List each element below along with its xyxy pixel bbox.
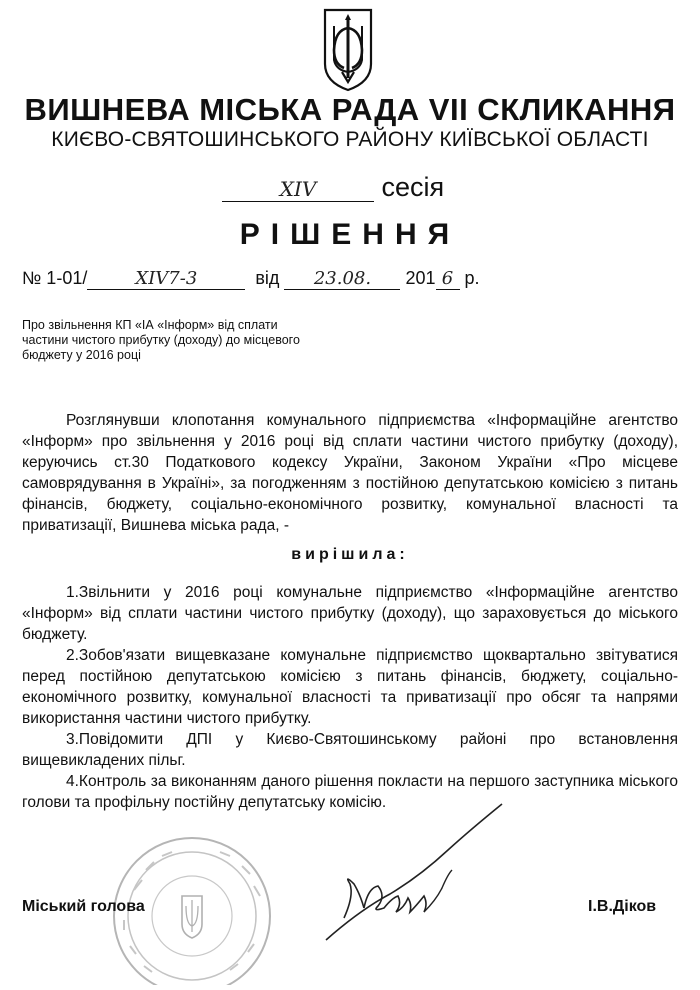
year-suffix: р. bbox=[464, 268, 480, 288]
decision-heading: РІШЕННЯ bbox=[239, 218, 461, 251]
coat-of-arms-icon bbox=[322, 6, 374, 92]
decision-item: 4.Контроль за виконанням даного рішення покласти на першого заступника міського голови та профільну постійну депутатську комісію. bbox=[22, 773, 678, 811]
preamble-text: Розглянувши клопотання комунального підприємства «Інформаційне агентство «Інформ» про звільнення у 2016 році від сплати частини чистого прибутку (доходу), керуючись ст.30 Податкового кодексу України, Законом України «Про місцеве самоврядування в Україні», за погодженням з постійною депутатською комісією з питань фінансів, бюджету, соціально-економічного розвитку, комунальної власності та приватизації, Вишнева міська рада, - bbox=[22, 412, 678, 534]
decision-item: 1.Звільнити у 2016 році комунальне підприємство «Інформаційне агентство «Інформ» від сплати частини чистого прибутку (доходу), що зараховується до міського бюджету. bbox=[22, 584, 678, 643]
preamble bbox=[22, 410, 678, 536]
number-prefix: № 1-01/ bbox=[22, 268, 88, 288]
decision-item: 3.Повідомити ДПІ у Києво-Святошинському районі про встановлення вищевикладених пільг. bbox=[22, 731, 678, 769]
decision-number: XIV7-3 bbox=[87, 268, 245, 290]
session-line bbox=[222, 172, 444, 203]
decision-items bbox=[22, 582, 678, 813]
date-prefix: від bbox=[255, 268, 280, 288]
session-number: XIV bbox=[222, 177, 374, 202]
year-prefix: 201 bbox=[405, 268, 436, 288]
decision-subject: Про звільнення КП «ІА «Інформ» від сплати частини чистого прибутку (доходу) до місцевого бюджету у 2016 році bbox=[22, 318, 300, 362]
session-label: сесія bbox=[381, 172, 445, 202]
mayor-position-label: Міський голова bbox=[22, 898, 145, 915]
decision-item: 2.Зобов'язати вищевказане комунальне підприємство щоквартально звітуватися перед постійною депутатською комісією з питань фінансів, бюджету, соціально-економічного розвитку, комунальної власності та приватизації про обсяг та напрями використання частини чистого прибутку. bbox=[22, 647, 678, 727]
year-digit: 6 bbox=[436, 268, 460, 290]
resolved-label: вирішила: bbox=[291, 546, 409, 563]
mayor-name: І.В.Діков bbox=[588, 898, 657, 915]
council-subtitle: КИЄВО-СВЯТОШИНСЬКОГО РАЙОНУ КИЇВСЬКОЇ ОБЛАСТІ bbox=[51, 128, 649, 151]
council-title: ВИШНЕВА МІСЬКА РАДА VII СКЛИКАННЯ bbox=[24, 92, 676, 127]
decision-number-line bbox=[22, 268, 480, 290]
handwritten-signature-icon bbox=[320, 800, 520, 950]
decision-date: 23.08. bbox=[284, 268, 400, 290]
